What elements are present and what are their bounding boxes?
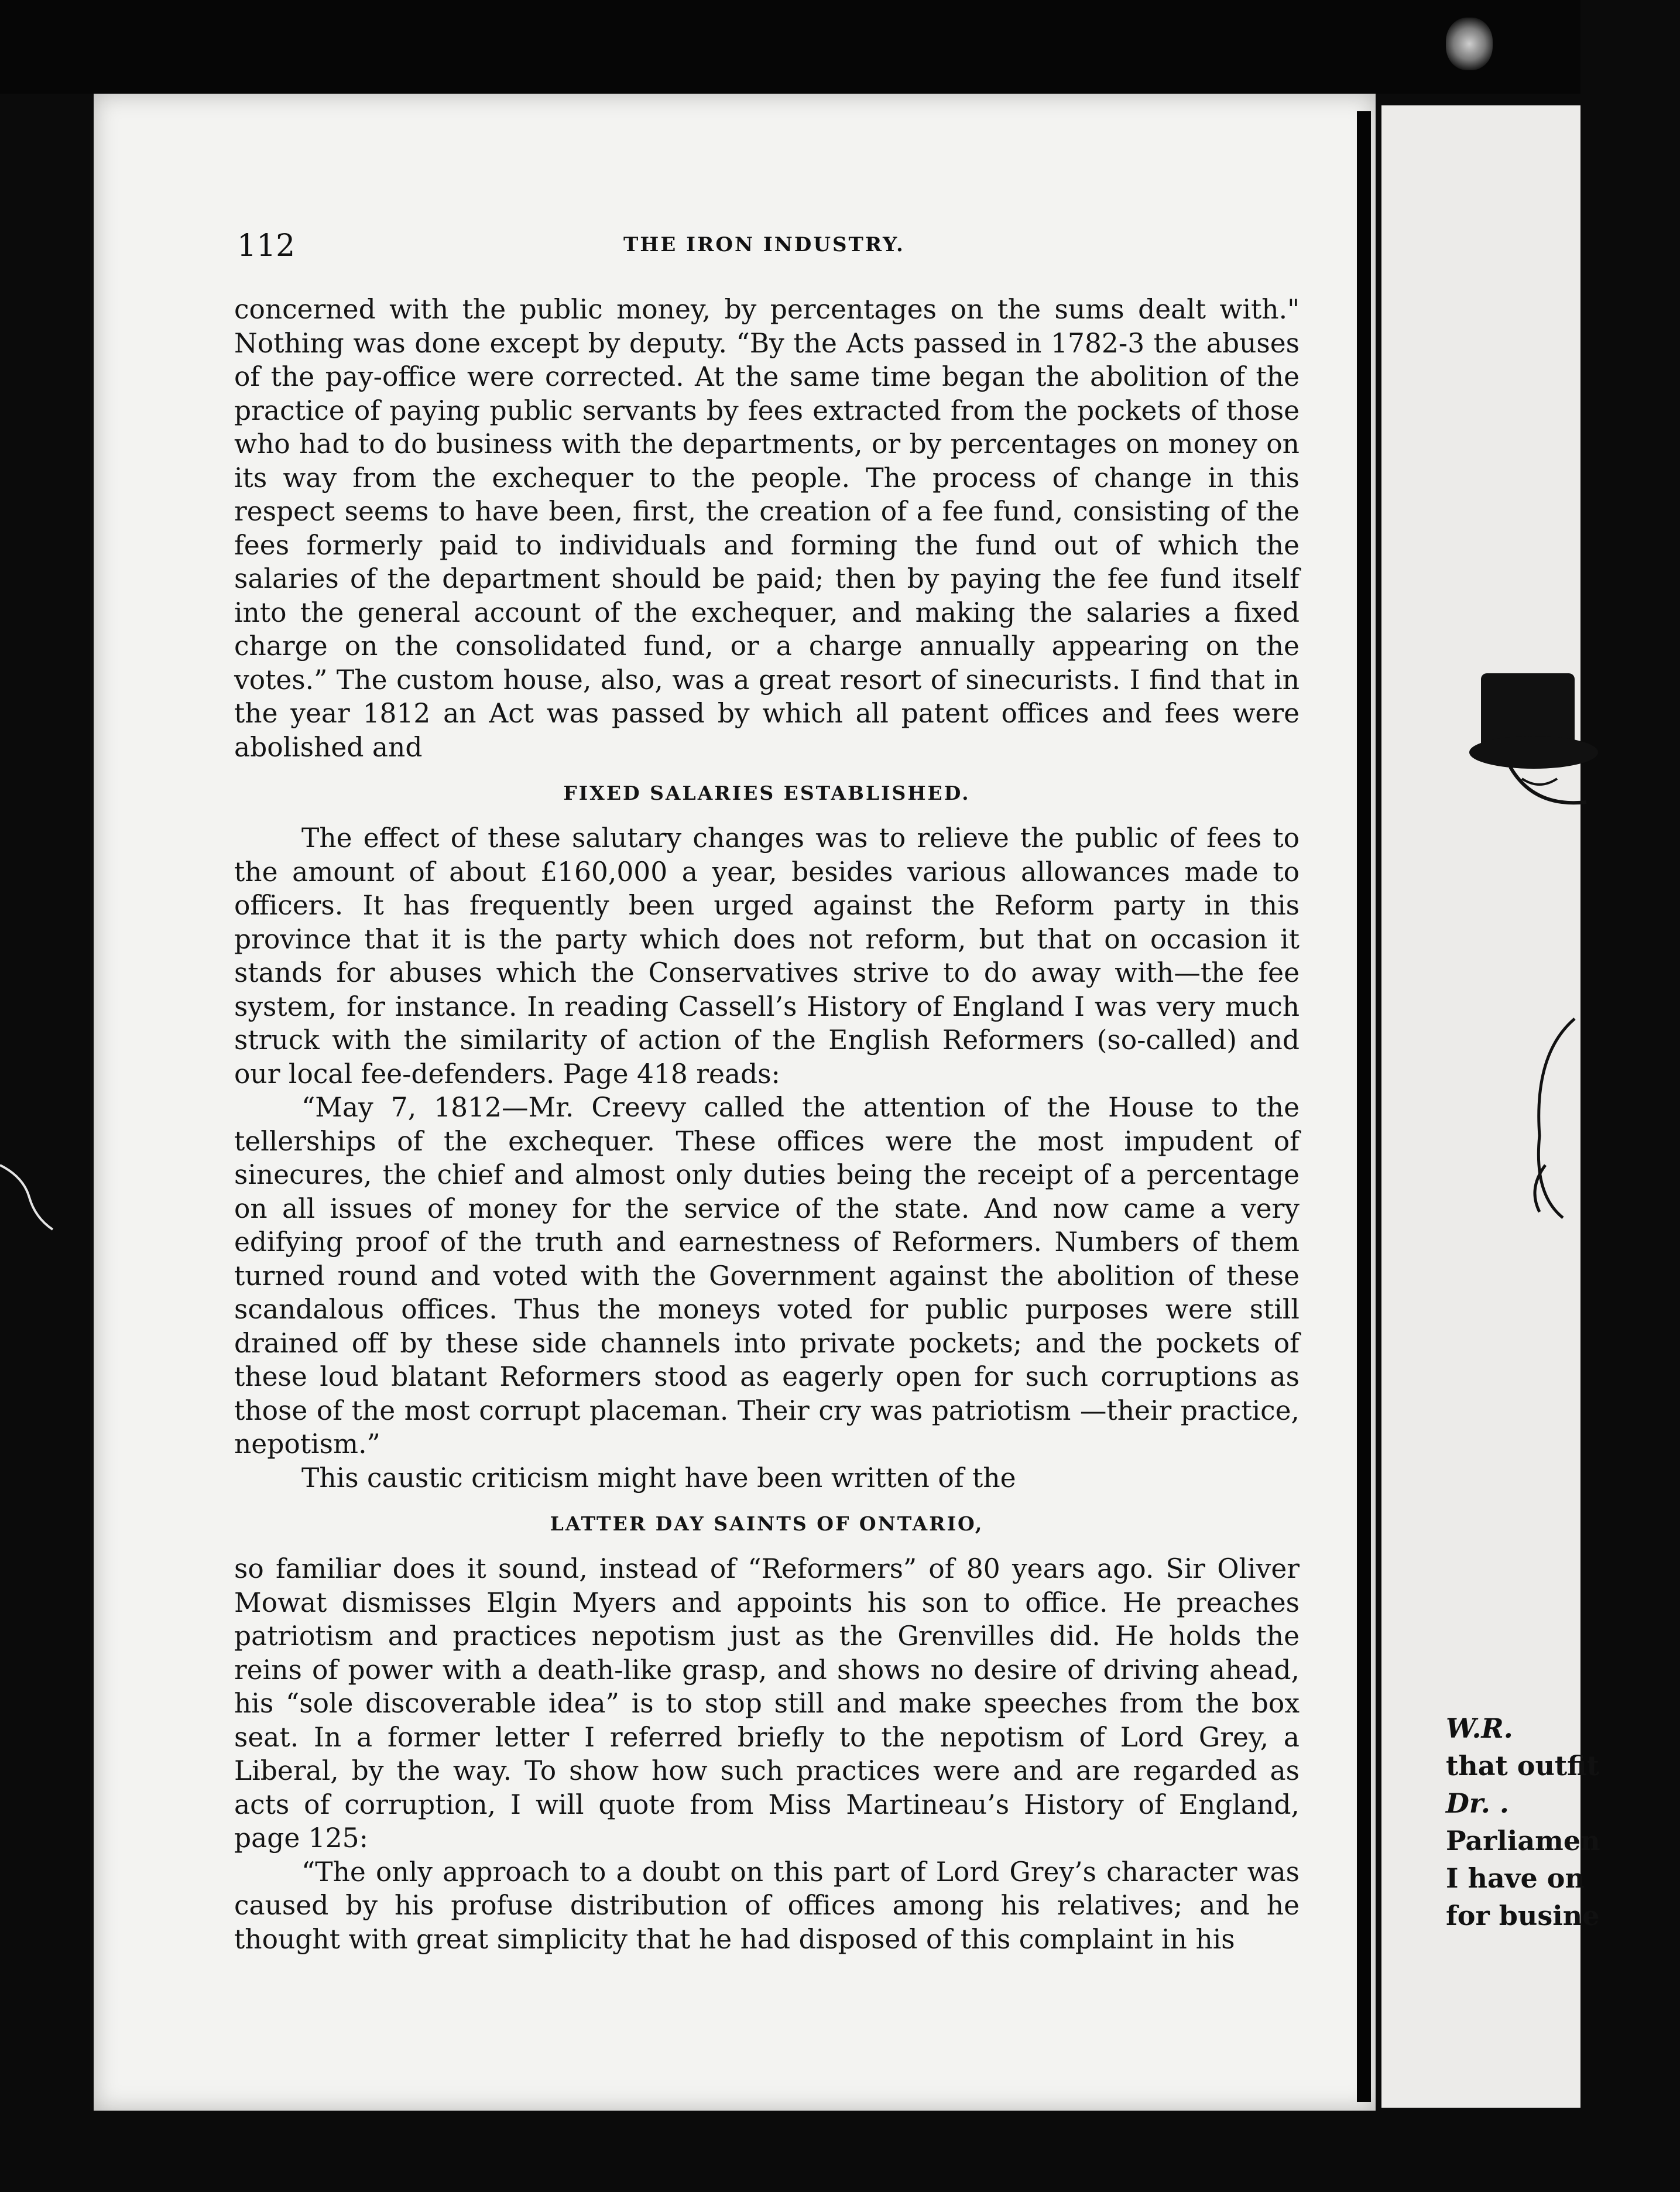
article-body <box>234 293 1300 1956</box>
right-line: I have on <box>1446 1862 1585 1894</box>
page-header <box>237 228 1302 263</box>
section-heading: LATTER DAY SAINTS OF ONTARIO, <box>550 1512 984 1535</box>
running-title: THE IRON INDUSTRY. <box>623 233 905 256</box>
figure-outline-icon <box>1528 1019 1580 1241</box>
right-line: that outfit <box>1446 1750 1599 1782</box>
right-line: Dr. . <box>1446 1787 1509 1819</box>
paragraph: This caustic criticism might have been written of the <box>301 1462 1016 1494</box>
page-number: 112 <box>237 228 296 263</box>
right-page <box>1381 105 1600 2108</box>
scan-border-top <box>0 0 1580 94</box>
right-line: Parliamen <box>1446 1825 1600 1857</box>
paragraph: concerned with the public money, by percentages on the sums dealt with." Nothing was done except by deputy. “By the Acts passed in 1782-3 the abuses of the pay-office were corrected. At the same time began the abolition of the practice of paying public servants by fees extracted from the pockets of those who had to do business with the departments, or by percentages on money on its way from the exchequer to the people. The process of change in this respect seems to have been, first, the creation of a fee fund, consisting of the fees formerly paid to individuals and forming the fund out of which the salaries of the department should be paid; then by paying the fee fund itself into the general account of the exchequer, and making the salaries a fixed charge on the consolidated fund, or a charge annually appearing on the votes.” The custom house, also, was a great resort of sinecurists. I find that in the year 1812 an Act was passed by which all patent offices and fees were abolished and <box>234 294 1300 763</box>
paragraph: The effect of these salutary changes was to relieve the public of fees to the amount of about £160,000 a year, besides various allowances made to officers. It has frequently been urged against the Reform party in this province that it is the party which does not reform, but that on occasion it stands for abuses which the Conservatives strive to do away with—the fee system, for instance. In reading Cassell’s History of England I was very much struck with the similarity of action of the English Reformers (so-called) and our local fee-defenders. Page 418 reads: <box>234 823 1300 1090</box>
quotation: “The only approach to a doubt on this part of Lord Grey’s character was caused by his profuse distribution of offices among his relatives; and he thought with great simplicity that he had disposed of this complaint in his <box>234 1856 1300 1955</box>
right-page-text <box>1446 1710 1680 1934</box>
page-gutter <box>1357 111 1371 2102</box>
scan-edge-bracket-icon <box>0 1153 53 1241</box>
top-hat-illustration-icon <box>1469 667 1604 820</box>
paragraph: so familiar does it sound, instead of “Reformers” of 80 years ago. Sir Oliver Mowat dismisses Elgin Myers and appoints his son to office. He preaches patriotism and practices nepotism just as the Grenvilles did. He holds the reins of power with a death-like grasp, and shows no desire of driving ahead, his “sole discoverable idea” is to stop still and make speeches from the box seat. In a former letter I referred briefly to the nepotism of Lord Grey, a Liberal, by the way. To show how such practices were and are regarded as acts of corruption, I will quote from Miss Martineau’s History of England, page 125: <box>234 1553 1300 1854</box>
quotation: “May 7, 1812—Mr. Creevy called the attention of the House to the tellerships of the exchequer. These offices were the most impudent of sinecures, the chief and almost only duties being the receipt of a percentage on all issues of money for the service of the state. And now came a very edifying proof of the truth and earnestness of Reformers. Numbers of them turned round and voted with the Government against the abolition of these scandalous offices. Thus the moneys voted for public purposes were still drained off by these side channels into private pockets; and the pockets of these loud blatant Reformers stood as eagerly open for such corruptions as those of the most corrupt placeman. Their cry was patriotism —their practice, nepotism.” <box>234 1092 1300 1460</box>
right-line: W.R. <box>1446 1712 1513 1744</box>
scan-artifact-stain <box>1446 18 1493 70</box>
section-heading: FIXED SALARIES ESTABLISHED. <box>563 782 971 804</box>
right-line: for busine <box>1446 1900 1600 1931</box>
